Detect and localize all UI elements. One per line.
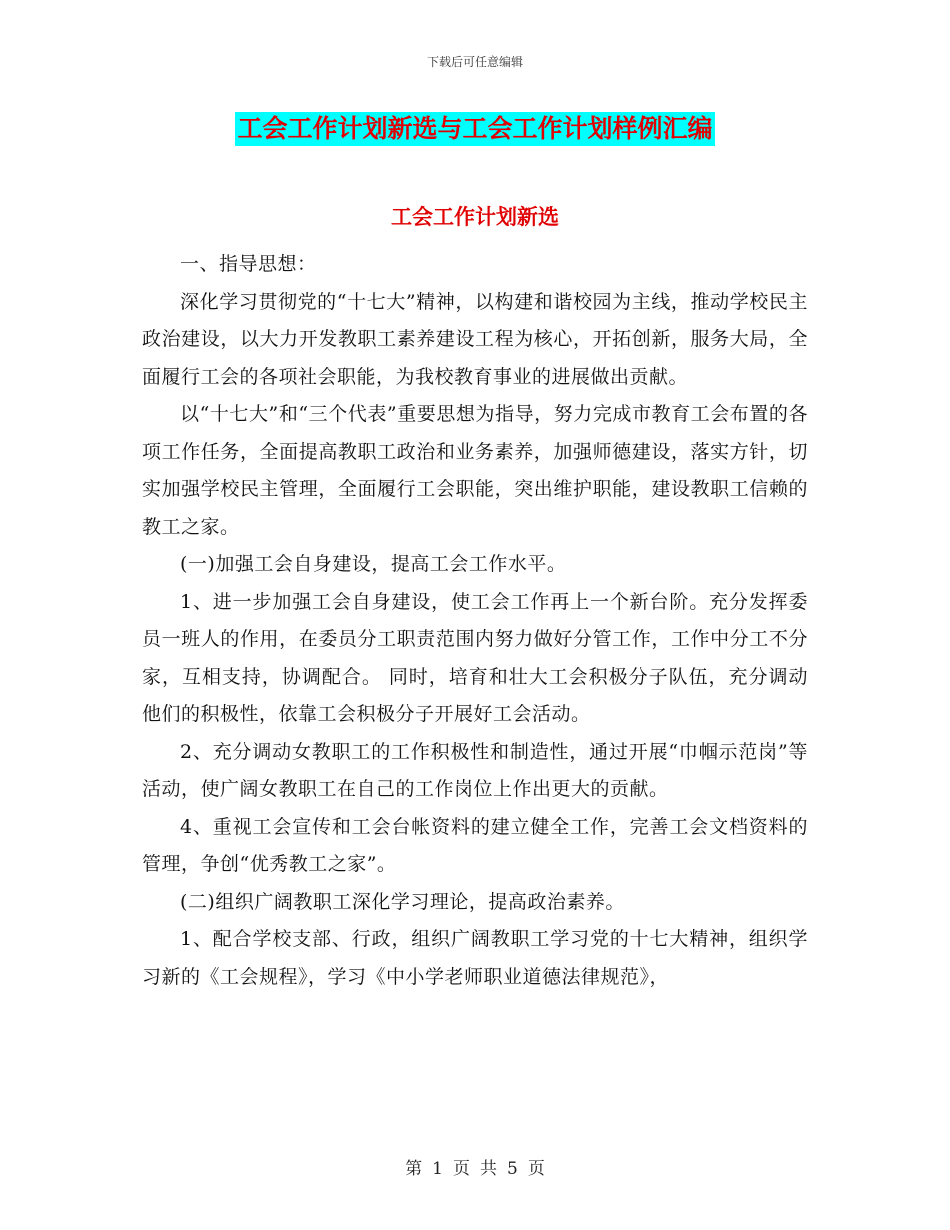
paragraph: 2、充分调动女教职工的工作积极性和制造性，通过开展“巾帼示范岗”等活动，使广阔女教职工在自己的工作岗位上作出更大的贡献。 [142,740,808,800]
paragraph: 4、重视工会宣传和工会台帐资料的建立健全工作，完善工会文档资料的管理，争创“优秀教工之家”。 [142,815,808,875]
page-footer [0,1154,950,1179]
footer-label-unit2: 页 [527,1159,545,1179]
main-title: 工会工作计划新选与工会工作计划样例汇编 [235,112,714,146]
paragraph: 以“十七大”和“三个代表”重要思想为指导，努力完成市教育工会布置的各项工作任务，全面提高教职工政治和业务素养，加强师德建设，落实方针，切实加强学校民主管理，全面履行工会职能，突出维护职能，建设教职工信赖的教工之家。 [142,403,808,538]
footer-label-unit: 页 [453,1159,470,1179]
footer-current-page: 1 [432,1159,443,1179]
main-title-wrap [0,112,950,146]
section-title: 工会工作计划新选 [391,205,559,229]
paragraph-guiding-thought: 一、指导思想： [180,253,317,275]
header-note: 下载后可任意编辑 [426,55,523,69]
footer-label-total: 共 [480,1159,497,1179]
document-body [142,246,808,996]
paragraph-subheading: (一)加强工会自身建设，提高工会工作水平。 [180,553,567,575]
paragraph-subheading: (二)组织广阔教职工深化学习理论，提高政治素养。 [180,890,625,913]
paragraph: 1、配合学校支部、行政，组织广阔教职工学习党的十七大精神，组织学习新的《工会规程》，学习《中小学老师职业道德法律规范》， [142,928,808,988]
footer-total-pages: 5 [507,1159,518,1179]
paragraph: 1、进一步加强工会自身建设，使工会工作再上一个新台阶。充分发挥委员一班人的作用，在委员分工职责范围内努力做好分管工作，工作中分工不分家，互相支持，协调配合。 同时，培育和壮大工会积极分子队伍，充分调动他们的积极性，依靠工会积极分子开展好工会活动。 [142,590,808,725]
footer-label-page: 第 [405,1159,423,1179]
paragraph: 深化学习贯彻党的“十七大”精神，以构建和谐校园为主线，推动学校民主政治建设，以大力开发教职工素养建设工程为核心，开拓创新，服务大局，全面履行工会的各项社会职能，为我校教育事业的进展做出贡献。 [142,290,808,388]
